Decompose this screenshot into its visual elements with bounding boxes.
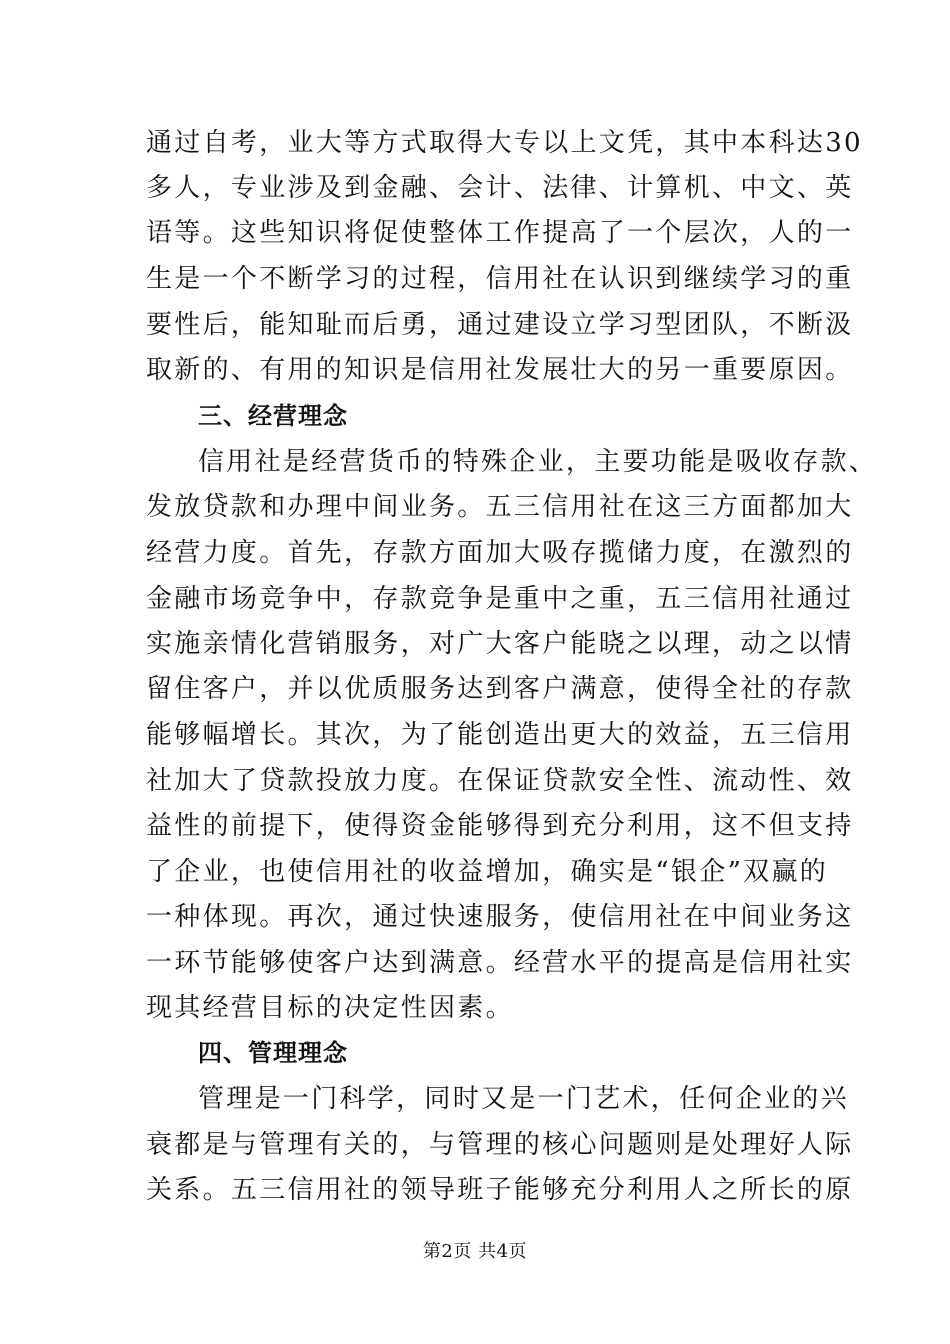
paragraph-line: 信用社是经营货币的特殊企业，主要功能是吸收存款、 bbox=[198, 447, 878, 477]
section-heading: 三、经营理念 bbox=[198, 402, 348, 430]
paragraph-line: 衰都是与管理有关的，与管理的核心问题则是处理好人际 bbox=[146, 1130, 854, 1160]
paragraph-line: 取新的、有用的知识是信用社发展壮大的另一重要原因。 bbox=[146, 355, 854, 385]
paragraph-line: 能够幅增长。其次，为了能创造出更大的效益，五三信用 bbox=[146, 720, 854, 750]
paragraph-line: 要性后，能知耻而后勇，通过建设立学习型团队，不断汲 bbox=[146, 310, 854, 340]
paragraph-line: 多人，专业涉及到金融、会计、法律、计算机、中文、英 bbox=[146, 173, 854, 203]
paragraph-line: 一种体现。再次，通过快速服务，使信用社在中间业务这 bbox=[146, 902, 854, 932]
paragraph-line: 语等。这些知识将促使整体工作提高了一个层次，人的一 bbox=[146, 218, 854, 248]
paragraph-line: 发放贷款和办理中间业务。五三信用社在这三方面都加大 bbox=[146, 492, 854, 522]
paragraph-line: 通过自考，业大等方式取得大专以上文凭，其中本科达30 bbox=[146, 128, 863, 158]
paragraph-line: 留住客户，并以优质服务达到客户满意，使得全社的存款 bbox=[146, 674, 854, 704]
paragraph-line: 生是一个不断学习的过程，信用社在认识到继续学习的重 bbox=[146, 264, 854, 294]
paragraph-line: 了企业，也使信用社的收益增加，确实是“银企”双赢的 bbox=[146, 857, 829, 887]
paragraph-line: 现其经营目标的决定性因素。 bbox=[146, 993, 514, 1023]
section-heading: 四、管理理念 bbox=[198, 1039, 348, 1067]
paragraph-line: 益性的前提下，使得资金能够得到充分利用，这不但支持 bbox=[146, 811, 854, 841]
paragraph-line: 经营力度。首先，存款方面加大吸存揽储力度，在激烈的 bbox=[146, 538, 854, 568]
paragraph-line: 社加大了贷款投放力度。在保证贷款安全性、流动性、效 bbox=[146, 766, 854, 796]
paragraph-line: 关系。五三信用社的领导班子能够充分利用人之所长的原 bbox=[146, 1175, 854, 1205]
paragraph-line: 一环节能够使客户达到满意。经营水平的提高是信用社实 bbox=[146, 948, 854, 978]
paragraph-line: 实施亲情化营销服务，对广大客户能晓之以理，动之以情 bbox=[146, 629, 854, 659]
paragraph-line: 金融市场竞争中，存款竞争是重中之重，五三信用社通过 bbox=[146, 584, 854, 614]
page-number-footer: 第2页 共4页 bbox=[422, 1241, 528, 1262]
paragraph-line: 管理是一门科学，同时又是一门艺术，任何企业的兴 bbox=[198, 1084, 849, 1114]
